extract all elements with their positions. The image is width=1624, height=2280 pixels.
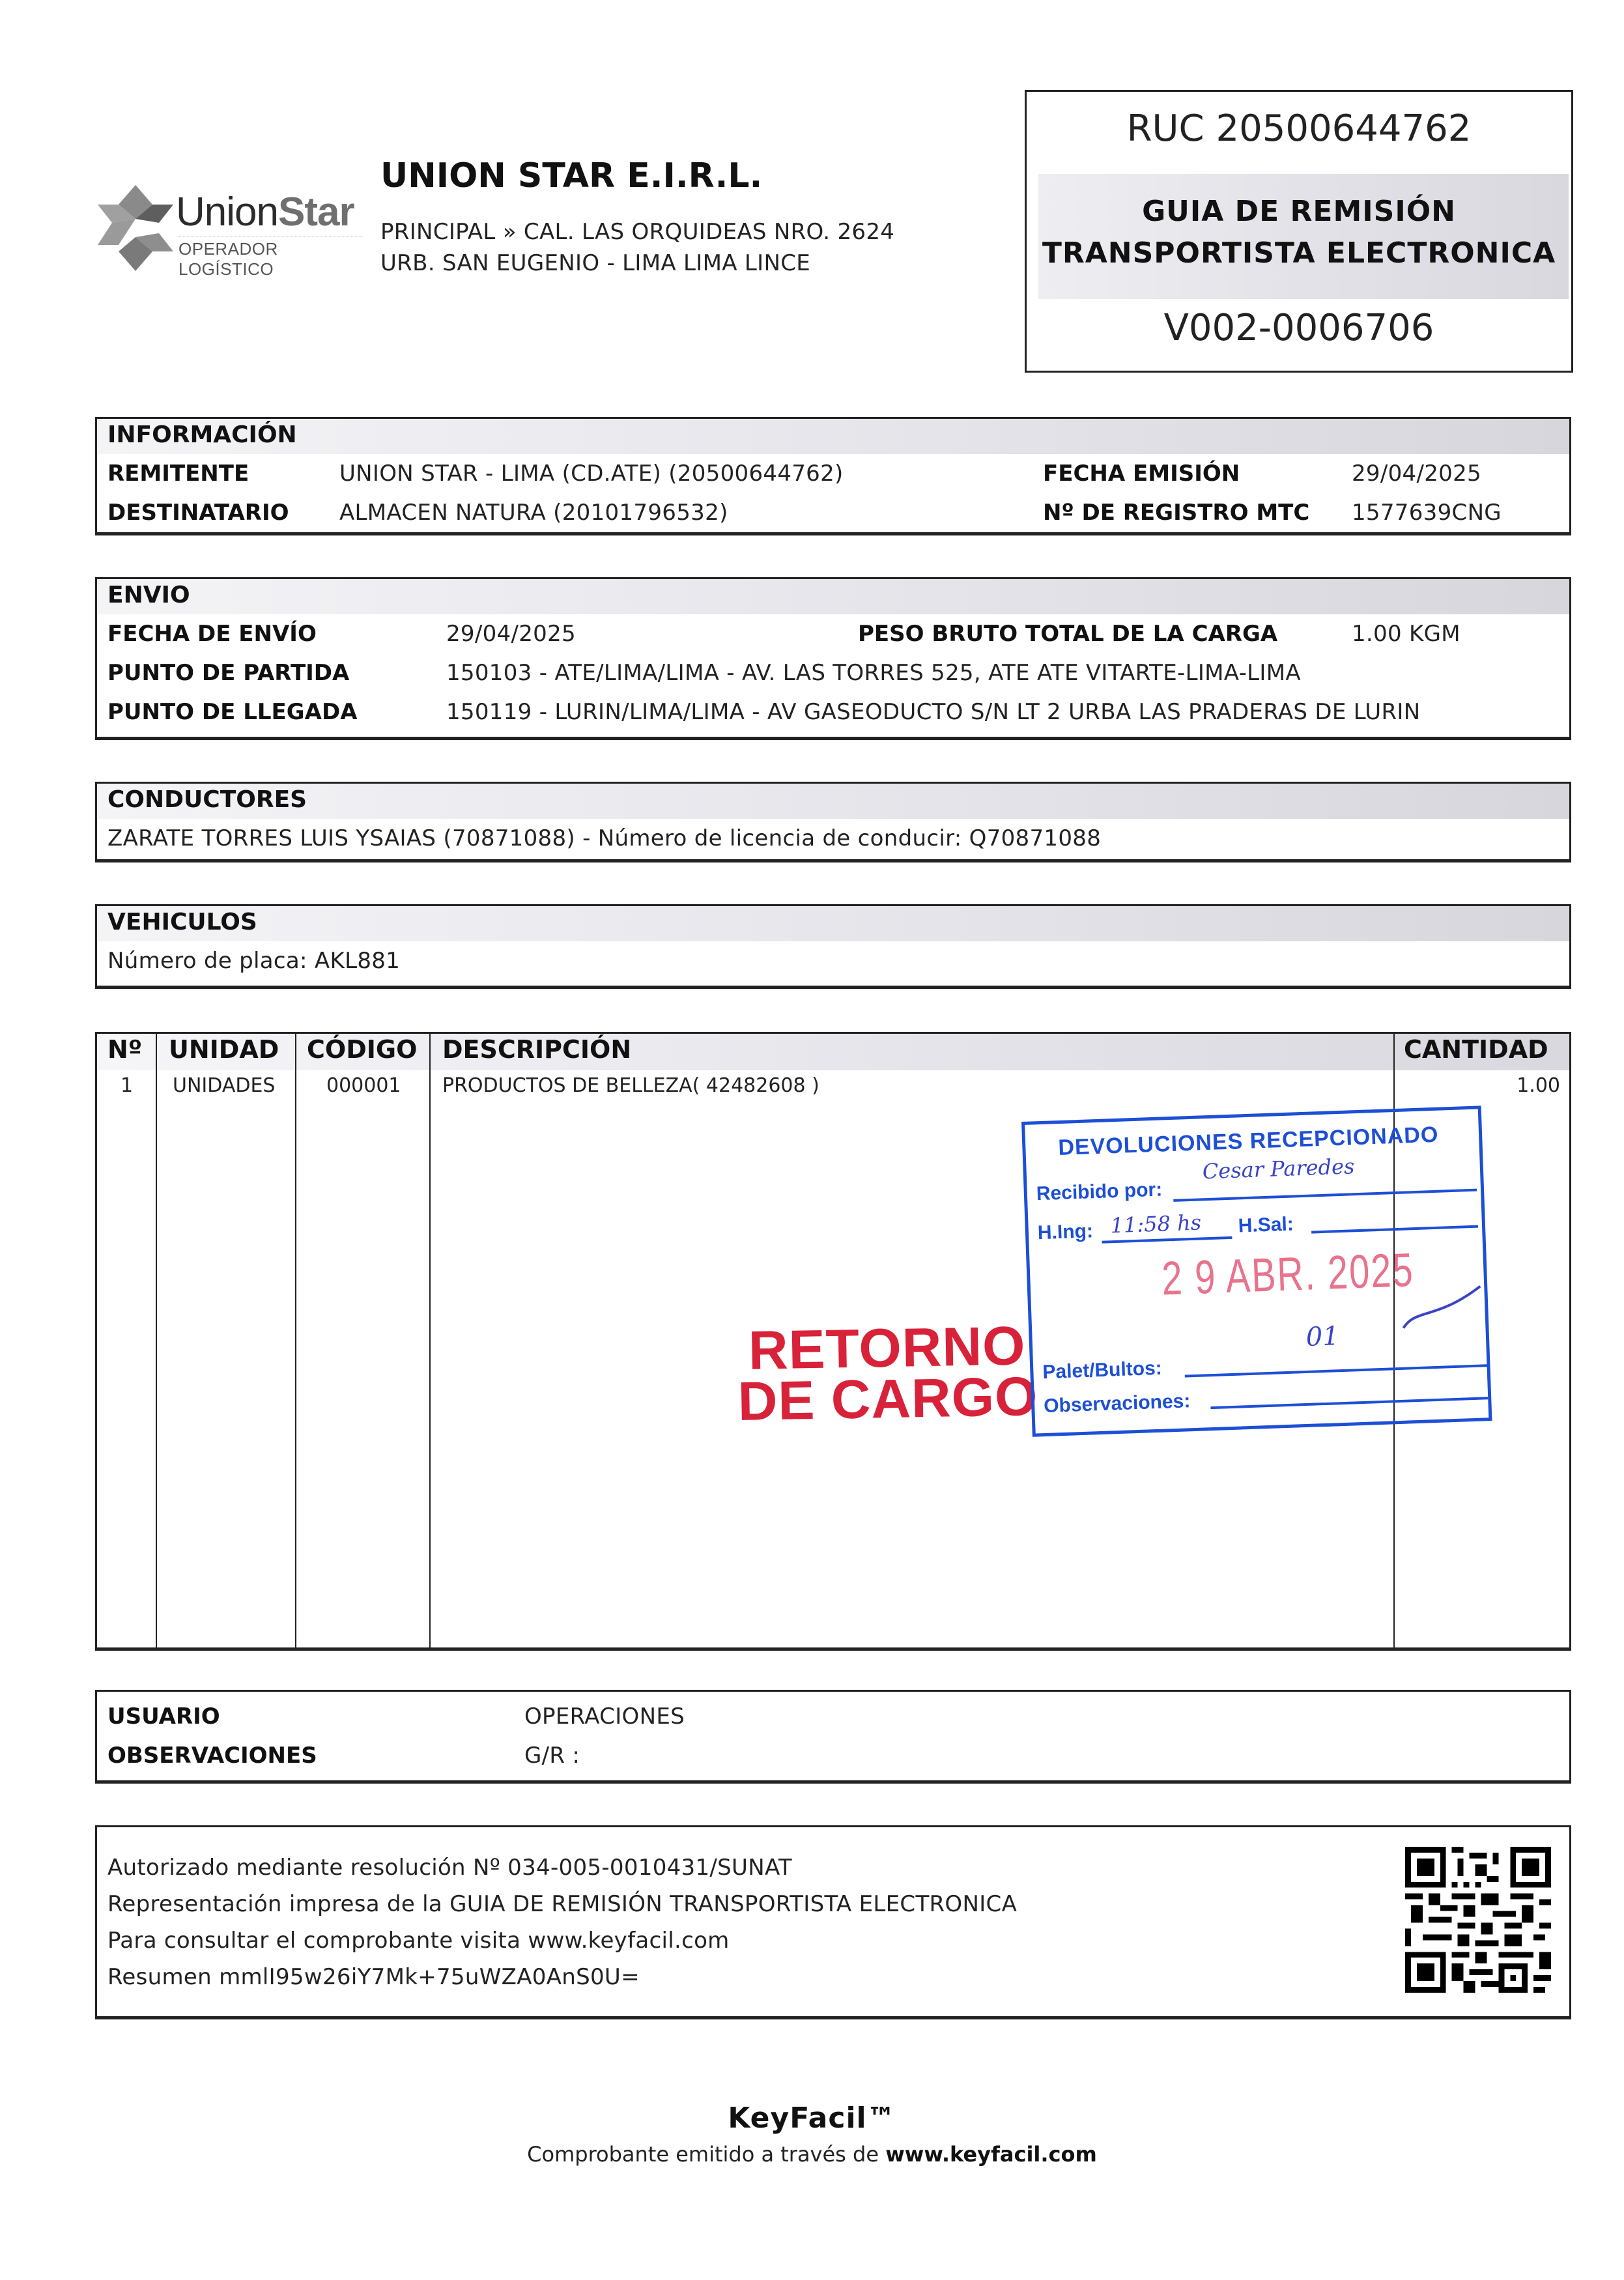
legal-representation: Representación impresa de la GUIA DE REMISIÓN TRANSPORTISTA ELECTRONICA bbox=[107, 1891, 1018, 1917]
registro-mtc-label: Nº DE REGISTRO MTC bbox=[1043, 500, 1310, 526]
document-number: V002-0006706 bbox=[1163, 307, 1434, 349]
document-title-line-2: TRANSPORTISTA ELECTRONICA bbox=[1042, 236, 1556, 270]
destinatario-value: ALMACEN NATURA (20101796532) bbox=[339, 500, 728, 526]
header-unidad: UNIDAD bbox=[169, 1035, 279, 1064]
informacion-section bbox=[95, 417, 1571, 535]
company-logo bbox=[96, 182, 363, 279]
fecha-emision-label: FECHA EMISIÓN bbox=[1043, 461, 1240, 487]
conductores-section bbox=[95, 782, 1571, 862]
placa-value: Número de placa: AKL881 bbox=[107, 948, 401, 974]
partida-label: PUNTO DE PARTIDA bbox=[107, 660, 350, 686]
fecha-envio-label: FECHA DE ENVÍO bbox=[107, 621, 317, 647]
header-codigo: CÓDIGO bbox=[307, 1035, 418, 1064]
destinatario-label: DESTINATARIO bbox=[107, 500, 289, 526]
logo-tagline: OPERADOR LOGÍSTICO bbox=[178, 236, 363, 279]
retorno-line-1: RETORNO bbox=[748, 1315, 1027, 1381]
llegada-row bbox=[97, 692, 1569, 732]
logo-brand-bold: Star bbox=[278, 190, 354, 235]
usuario-label: USUARIO bbox=[107, 1703, 220, 1730]
partida-row bbox=[97, 653, 1569, 692]
cell-descripcion: PRODUCTOS DE BELLEZA( 42482608 ) bbox=[442, 1074, 819, 1097]
legal-resumen: Resumen mmlI95w26iY7Mk+75uWZA0AnS0U= bbox=[107, 1964, 640, 1990]
ruc-number: RUC 20500644762 bbox=[1126, 107, 1472, 150]
fecha-envio-row bbox=[97, 614, 1569, 653]
legal-consult: Para consultar el comprobante visita www.keyfacil.com bbox=[107, 1928, 730, 1954]
recibido-signature: Cesar Paredes bbox=[1202, 1154, 1355, 1184]
palet-label: Palet/Bultos: bbox=[1042, 1357, 1163, 1384]
retorno-de-cargo-stamp bbox=[737, 1315, 1039, 1432]
h-sal-line bbox=[1311, 1225, 1478, 1234]
palet-line bbox=[1185, 1364, 1487, 1377]
document-title bbox=[1027, 191, 1571, 274]
logo-brand-regular: Union bbox=[176, 190, 278, 235]
legal-authorization: Autorizado mediante resolución Nº 034-005-0010431/SUNAT bbox=[107, 1855, 792, 1881]
recibido-line bbox=[1173, 1189, 1477, 1202]
vehiculo-row bbox=[97, 941, 1569, 980]
section-title: VEHICULOS bbox=[97, 906, 1569, 941]
document-id-box bbox=[1025, 90, 1573, 373]
section-title: ENVIO bbox=[97, 579, 1569, 614]
observaciones-stamp-label: Observaciones: bbox=[1043, 1390, 1191, 1418]
usuario-row bbox=[97, 1697, 1569, 1736]
column-divider bbox=[157, 1034, 296, 1647]
section-title: CONDUCTORES bbox=[97, 784, 1569, 819]
conductor-row bbox=[97, 819, 1569, 858]
registro-mtc-value: 1577639CNG bbox=[1352, 500, 1502, 526]
llegada-value: 150119 - LURIN/LIMA/LIMA - AV GASEODUCTO S/N LT 2 URBA LAS PRADERAS DE LURIN bbox=[446, 699, 1421, 725]
header-cantidad: CANTIDAD bbox=[1404, 1035, 1548, 1064]
h-ing-value: 11:58 hs bbox=[1109, 1210, 1202, 1238]
column-divider bbox=[296, 1034, 431, 1647]
logo-brand bbox=[176, 189, 354, 235]
destinatario-row bbox=[97, 493, 1569, 532]
conductor-value: ZARATE TORRES LUIS YSAIAS (70871088) - Número de licencia de conducir: Q70871088 bbox=[107, 825, 1102, 851]
devoluciones-title: DEVOLUCIONES RECEPCIONADO bbox=[1057, 1122, 1439, 1161]
cell-unidad: UNIDADES bbox=[173, 1074, 276, 1097]
remitente-value: UNION STAR - LIMA (CD.ATE) (20500644762) bbox=[339, 461, 844, 487]
observaciones-value: G/R : bbox=[524, 1743, 580, 1769]
partida-value: 150103 - ATE/LIMA/LIMA - AV. LAS TORRES 525, ATE ATE VITARTE-LIMA-LIMA bbox=[446, 660, 1301, 686]
cell-cantidad: 1.00 bbox=[1517, 1074, 1560, 1097]
company-address bbox=[380, 216, 894, 279]
document-title-line-1: GUIA DE REMISIÓN bbox=[1142, 195, 1456, 228]
vehiculos-section bbox=[95, 904, 1571, 989]
fecha-emision-value: 29/04/2025 bbox=[1352, 461, 1481, 487]
observaciones-row bbox=[97, 1736, 1569, 1775]
emitted-prefix: Comprobante emitido a través de bbox=[527, 2142, 886, 2167]
h-sal-label: H.Sal: bbox=[1238, 1213, 1294, 1237]
h-ing-label: H.Ing: bbox=[1037, 1220, 1094, 1244]
keyfacil-link[interactable]: www.keyfacil.com bbox=[885, 2142, 1097, 2167]
observaciones-line bbox=[1210, 1397, 1488, 1409]
company-name: UNION STAR E.I.R.L. bbox=[380, 156, 763, 195]
legal-section bbox=[95, 1825, 1571, 2019]
star-logo-icon bbox=[96, 182, 175, 274]
qr-code-icon bbox=[1405, 1847, 1551, 1993]
address-line-2: URB. SAN EUGENIO - LIMA LIMA LINCE bbox=[380, 250, 811, 276]
retorno-line-2: DE CARGO bbox=[737, 1365, 1039, 1432]
peso-value: 1.00 KGM bbox=[1352, 621, 1460, 647]
header-n: Nº bbox=[107, 1035, 143, 1064]
stamp-date: 2 9 ABR. 2025 bbox=[1161, 1242, 1415, 1305]
keyfacil-emitted-line bbox=[0, 2142, 1624, 2167]
usuario-section bbox=[95, 1690, 1571, 1784]
cell-codigo: 000001 bbox=[326, 1074, 401, 1097]
signature-stroke-icon bbox=[1395, 1279, 1489, 1341]
remitente-label: REMITENTE bbox=[107, 461, 249, 487]
palet-value: 01 bbox=[1305, 1321, 1340, 1352]
recibido-label: Recibido por: bbox=[1036, 1178, 1163, 1205]
keyfacil-brand: KeyFacil™ bbox=[728, 2102, 896, 2135]
observaciones-label: OBSERVACIONES bbox=[107, 1743, 317, 1769]
header-descripcion: DESCRIPCIÓN bbox=[442, 1035, 632, 1064]
address-line-1: PRINCIPAL » CAL. LAS ORQUIDEAS NRO. 2624 bbox=[380, 219, 895, 245]
usuario-value: OPERACIONES bbox=[524, 1703, 685, 1730]
llegada-label: PUNTO DE LLEGADA bbox=[107, 699, 358, 725]
column-divider bbox=[97, 1034, 157, 1647]
remitente-row bbox=[97, 454, 1569, 493]
devoluciones-stamp bbox=[1021, 1105, 1492, 1436]
peso-label: PESO BRUTO TOTAL DE LA CARGA bbox=[858, 621, 1278, 647]
fecha-envio-value: 29/04/2025 bbox=[446, 621, 576, 647]
cell-n: 1 bbox=[121, 1074, 134, 1097]
envio-section bbox=[95, 577, 1571, 740]
section-title: INFORMACIÓN bbox=[97, 419, 1569, 454]
